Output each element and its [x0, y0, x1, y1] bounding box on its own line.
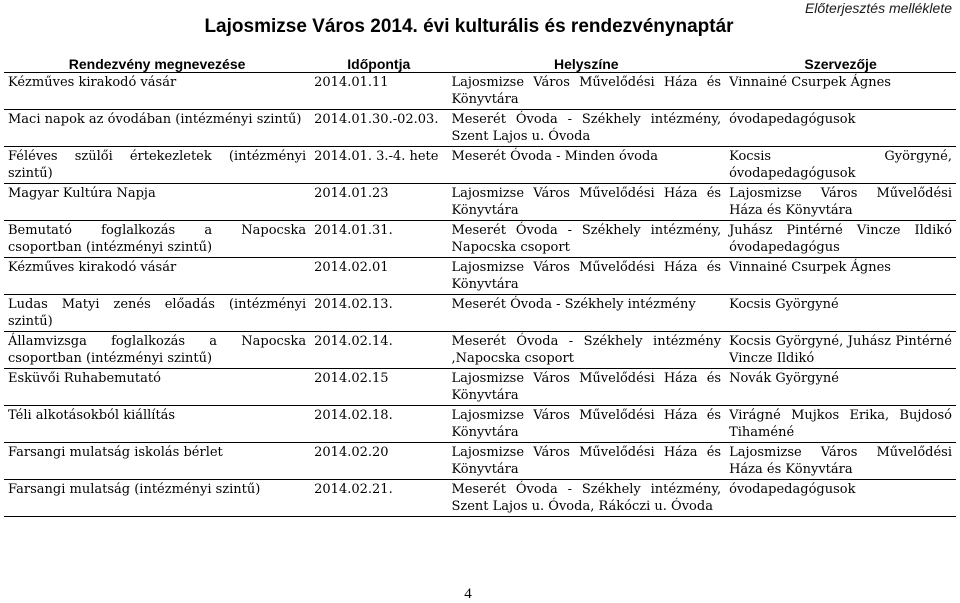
event-date: 2014.01.30.-02.03.: [310, 110, 447, 147]
title-text: Lajosmizse Város 2014. évi kulturális és rendezvénynaptár: [204, 16, 734, 37]
table-row: [4, 480, 956, 517]
event-organizer: Lajosmizse Város Művelődési Háza és Könyvtára: [725, 184, 956, 221]
table-row: [4, 73, 956, 110]
event-organizer: óvodapedagógusok: [725, 110, 956, 147]
event-venue: Meserét Óvoda - Minden óvoda: [447, 147, 725, 184]
event-organizer: Virágné Mujkos Erika, Bujdosó Tihaméné: [725, 406, 956, 443]
event-name: Maci napok az óvodában (intézményi szintű): [4, 110, 310, 147]
event-organizer: Novák Györgyné: [725, 369, 956, 406]
event-venue: Meserét Óvoda - Székhely intézmény, Szent Lajos u. Óvoda: [447, 110, 725, 147]
event-name: Államvizsga foglalkozás a Napocska csoportban (intézményi szintű): [4, 332, 310, 369]
event-name: Bemutató foglalkozás a Napocska csoportban (intézményi szintű): [4, 221, 310, 258]
header-event-name: Rendezvény megnevezése: [4, 56, 310, 73]
event-name: Farsangi mulatság (intézményi szintű): [4, 480, 310, 517]
header-note: Előterjesztés melléklete: [804, 0, 952, 16]
event-name: Féléves szülői értekezletek (intézményi szintű): [4, 147, 310, 184]
table-row: [4, 110, 956, 147]
event-venue: Lajosmizse Város Művelődési Háza és Könyvtára: [447, 258, 725, 295]
header-venue: Helyszíne: [447, 56, 725, 73]
event-date: 2014.02.21.: [310, 480, 447, 517]
event-venue: Meserét Óvoda - Székhely intézmény: [447, 295, 725, 332]
table-row: [4, 258, 956, 295]
event-name: Ludas Matyi zenés előadás (intézményi szintű): [4, 295, 310, 332]
event-venue: Meserét Óvoda - Székhely intézmény, Napocska csoport: [447, 221, 725, 258]
event-date: 2014.01.31.: [310, 221, 447, 258]
header-organizer: Szervezője: [725, 56, 956, 73]
event-organizer: óvodapedagógusok: [725, 480, 956, 517]
header-date: Időpontja: [310, 56, 447, 73]
event-name: Kézműves kirakodó vásár: [4, 73, 310, 110]
event-date: 2014.02.14.: [310, 332, 447, 369]
event-venue: Lajosmizse Város Művelődési Háza és Könyvtára: [447, 73, 725, 110]
event-venue: Lajosmizse Város Művelődési Háza és Könyvtára: [447, 184, 725, 221]
event-date: 2014.02.13.: [310, 295, 447, 332]
event-organizer: Kocsis Györgyné, óvodapedagógusok: [725, 147, 956, 184]
event-date: 2014.01. 3.-4. hete: [310, 147, 447, 184]
table-header-row: [4, 56, 956, 73]
event-organizer: Lajosmizse Város Művelődési Háza és Könyvtára: [725, 443, 956, 480]
event-venue: Lajosmizse Város Művelődési Háza és Könyvtára: [447, 369, 725, 406]
event-venue: Meserét Óvoda - Székhely intézmény ,Napocska csoport: [447, 332, 725, 369]
event-organizer: Vinnainé Csurpek Ágnes: [725, 73, 956, 110]
table-row: [4, 221, 956, 258]
page-number: 4: [464, 586, 472, 602]
event-date: 2014.02.20: [310, 443, 447, 480]
event-date: 2014.02.01: [310, 258, 447, 295]
event-name: Magyar Kultúra Napja: [4, 184, 310, 221]
event-venue: Lajosmizse Város Művelődési Háza és Könyvtára: [447, 406, 725, 443]
event-organizer: Vinnainé Csurpek Ágnes: [725, 258, 956, 295]
document-title: [0, 16, 960, 38]
table-row: [4, 332, 956, 369]
events-table: [4, 56, 956, 517]
table-row: [4, 443, 956, 480]
table-row: [4, 369, 956, 406]
event-date: 2014.01.11: [310, 73, 447, 110]
event-organizer: Kocsis Györgyné, Juhász Pintérné Vincze Ildikó: [725, 332, 956, 369]
table-row: [4, 406, 956, 443]
event-date: 2014.02.18.: [310, 406, 447, 443]
event-name: Esküvői Ruhabemutató: [4, 369, 310, 406]
table-row: [4, 295, 956, 332]
event-organizer: Juhász Pintérné Vincze Ildikó óvodapedagógus: [725, 221, 956, 258]
table-row: [4, 147, 956, 184]
event-name: Téli alkotásokból kiállítás: [4, 406, 310, 443]
event-date: 2014.01.23: [310, 184, 447, 221]
event-name: Farsangi mulatság iskolás bérlet: [4, 443, 310, 480]
event-venue: Meserét Óvoda - Székhely intézmény, Szent Lajos u. Óvoda, Rákóczi u. Óvoda: [447, 480, 725, 517]
event-organizer: Kocsis Györgyné: [725, 295, 956, 332]
event-date: 2014.02.15: [310, 369, 447, 406]
event-venue: Lajosmizse Város Művelődési Háza és Könyvtára: [447, 443, 725, 480]
table-row: [4, 184, 956, 221]
event-name: Kézműves kirakodó vásár: [4, 258, 310, 295]
